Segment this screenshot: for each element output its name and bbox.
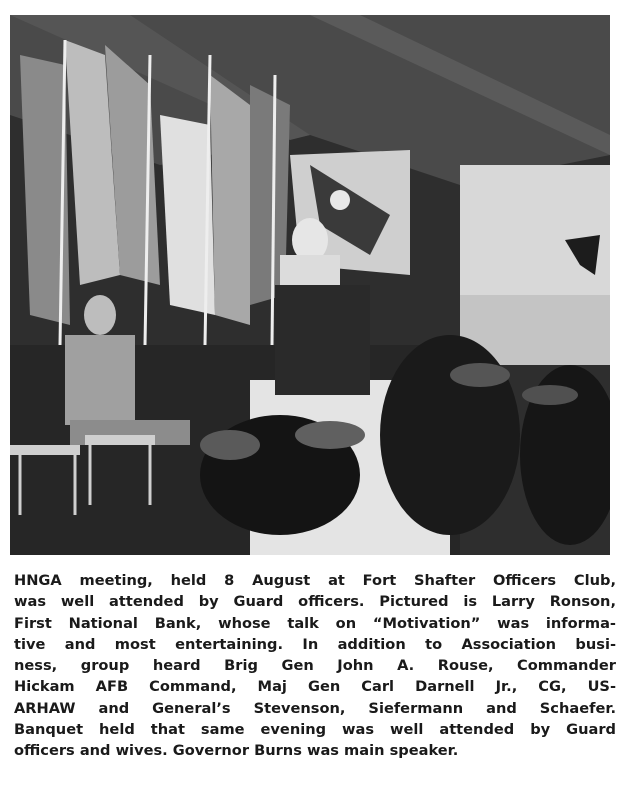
photo-caption <box>14 570 616 762</box>
caption-line: was well attended by Guard officers. Pictured is Larry Ronson, <box>14 593 616 611</box>
caption-line: Hickam AFB Command, Maj Gen Carl Darnell Jr., CG, US- <box>14 678 616 696</box>
caption-line: Banquet held that same evening was well attended by Guard <box>14 721 616 739</box>
photograph-icon <box>10 15 610 555</box>
caption-line: HNGA meeting, held 8 August at Fort Shafter Officers Club, <box>14 572 616 589</box>
meeting-photograph <box>10 15 610 555</box>
caption-line: ARHAW and General’s Stevenson, Siefermann and Schaefer. <box>14 699 616 717</box>
caption-line: ness, group heard Brig Gen John A. Rouse, Commander <box>14 657 616 675</box>
caption-line: First National Bank, whose talk on “Motivation” was informa- <box>14 614 616 632</box>
caption-line: officers and wives. Governor Burns was main speaker. <box>14 742 459 760</box>
caption-line: tive and most entertaining. In addition to Association busi- <box>14 635 616 653</box>
